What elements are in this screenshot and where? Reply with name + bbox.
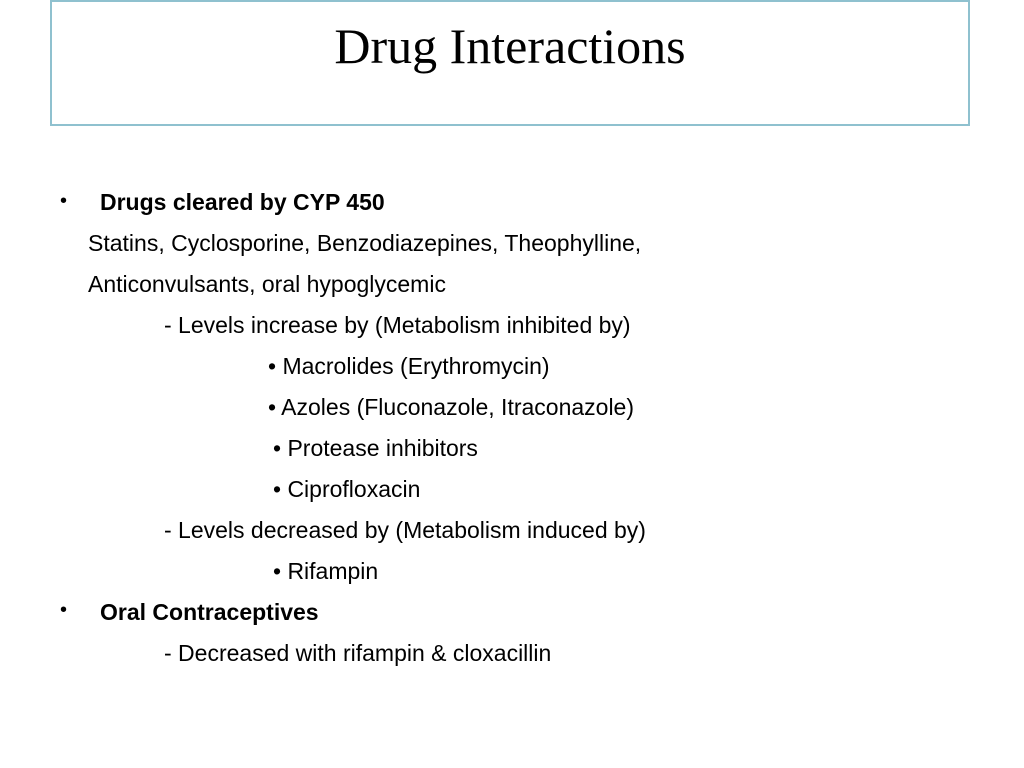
slide-title: Drug Interactions bbox=[334, 18, 686, 74]
list-item-ciprofloxacin: • Ciprofloxacin bbox=[273, 476, 421, 502]
bullet-marker: • bbox=[60, 599, 68, 621]
levels-increase-heading: - Levels increase by (Metabolism inhibited by) bbox=[164, 312, 631, 338]
list-item-macrolides: • Macrolides (Erythromycin) bbox=[268, 353, 550, 379]
levels-decreased-heading: - Levels decreased by (Metabolism induced by) bbox=[164, 517, 646, 543]
list-item-protease-inhibitors: • Protease inhibitors bbox=[273, 435, 478, 461]
list-item-rifampin: • Rifampin bbox=[273, 558, 379, 584]
drug-list-line-2: Anticonvulsants, oral hypoglycemic bbox=[88, 271, 446, 297]
oral-contraceptives-detail: - Decreased with rifampin & cloxacillin bbox=[164, 640, 552, 666]
title-box bbox=[50, 0, 970, 126]
section-heading-oral-contraceptives: Oral Contraceptives bbox=[100, 599, 319, 625]
bullet-marker: • bbox=[60, 190, 68, 212]
list-item-azoles: • Azoles (Fluconazole, Itraconazole) bbox=[268, 394, 635, 420]
drug-list-line-1: Statins, Cyclosporine, Benzodiazepines, Theophylline, bbox=[88, 230, 642, 256]
section-heading-cyp450: Drugs cleared by CYP 450 bbox=[100, 189, 385, 215]
